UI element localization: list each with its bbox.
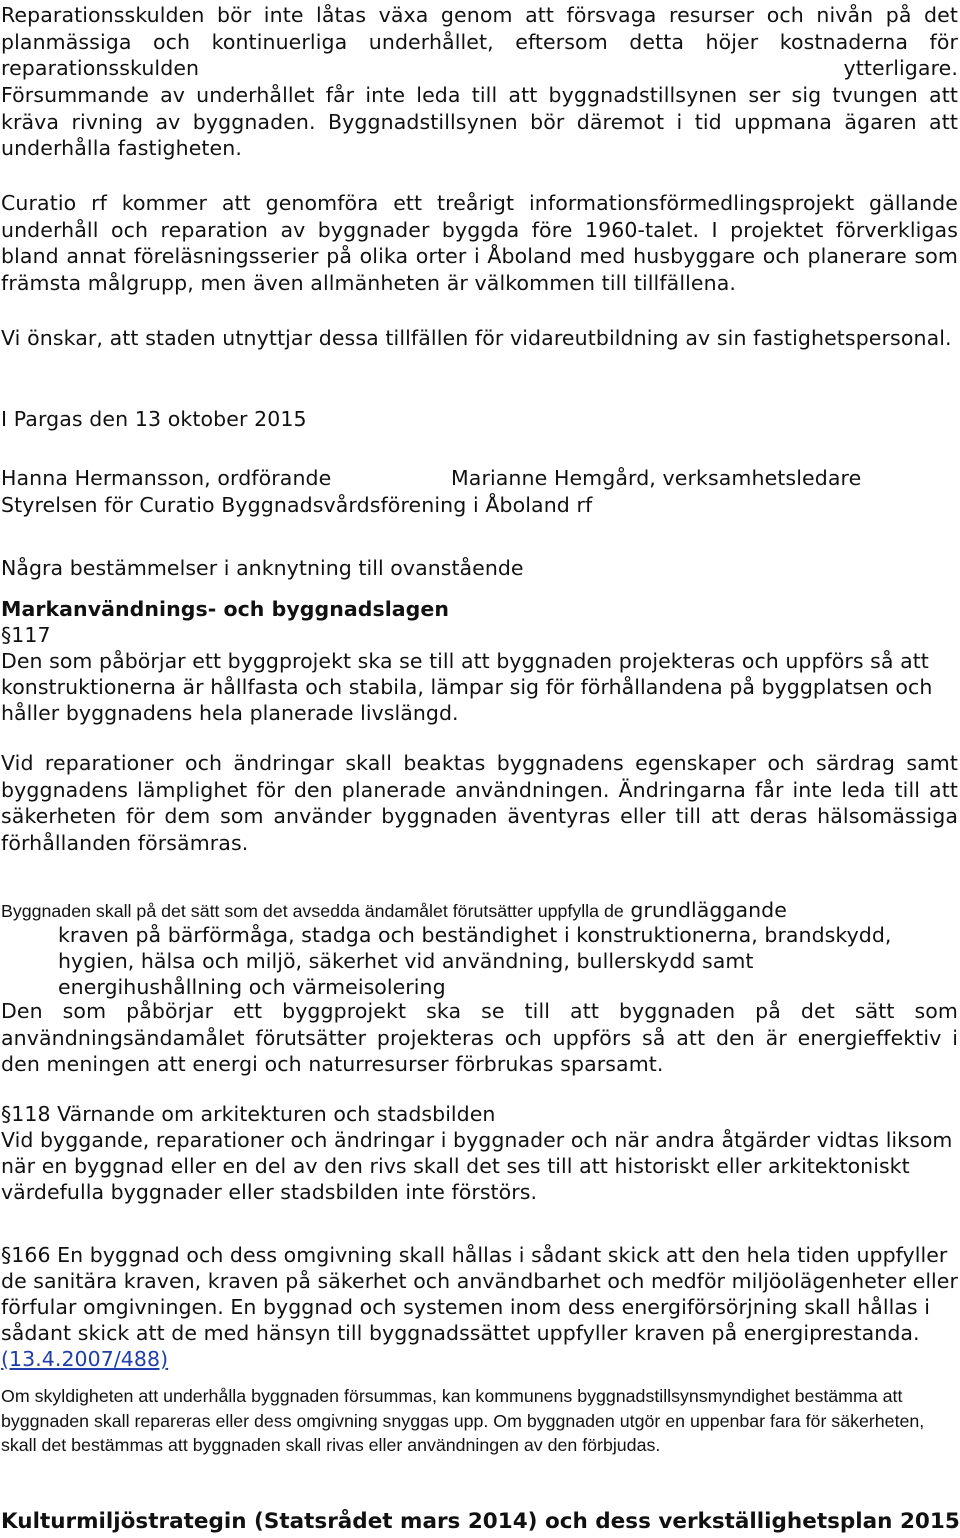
law-title: Markanvändnings- och byggnadslagen [1, 597, 449, 621]
paragraph-curatio-project: Curatio rf kommer att genomföra ett treårigt informationsförmedlingsprojekt gällande underhåll och reparation av byggnader byggda före 1960-talet. I projektet förverkligas bland annat föreläsningsserier på olika orter i Åboland med husbyggare och planerare som främsta målgrupp, men även allmänheten är välkommen till tillfällena. [1, 191, 958, 295]
paragraph-reparationsskuld: Reparationsskulden bör inte låtas växa genom att försvaga resurser och nivån på det planmässiga och kontinuerliga underhållet, eftersom detta höjer kostnaderna för reparationsskulden ytterligare. [1, 3, 958, 81]
law-reference-link[interactable]: (13.4.2007/488) [1, 1347, 169, 1371]
section-117-paragraph-3: Den som påbörjar ett byggprojekt ska se till att byggnaden på det sätt som användningsändamålet förutsätter projekteras och uppförs så att den är energieffektiv i den meningen att energi och naturresurser förbrukas sparsamt. [1, 999, 958, 1077]
section-166-paragraph: §166 En byggnad och dess omgivning skall hållas i sådant skick att den hela tiden uppfyller de sanitära kraven, kraven på säkerhet och användbarhet och medför miljöolägenheter eller förfular omgivningen. En byggnad och systemen inom dess energiförsörjning skall hållas i sådant skick att de med hänsyn till byggnadssättet uppfyller kraven på energiprestanda. (13.4.2007/488) [1, 1243, 958, 1371]
paragraph-request: Vi önskar, att staden utnyttjar dessa tillfällen för vidareutbildning av sin fastighetspersonal. [1, 326, 952, 350]
paragraph-forsummande: Försummande av underhållet får inte leda till att byggnadstillsynen ser sig tvungen att kräva rivning av byggnaden. Byggnadstillsynen bör däremot i tid uppmana ägaren att underhålla fastigheten. [1, 83, 958, 161]
signature-line [1, 465, 958, 492]
signer-chair: Hanna Hermansson, ordförande [1, 466, 332, 490]
signer-manager: Marianne Hemgård, verksamhetsledare [451, 466, 862, 490]
section-118-paragraph: Vid byggande, reparationer och ändringar i byggnader och när andra åtgärder vidtas liksom när en byggnad eller en del av den rivs skall det ses till att historiskt eller arkitektoniskt värdefulla byggnader eller stadsbilden inte förstörs. [1, 1128, 953, 1204]
section-118-heading: §118 Värnande om arkitekturen och stadsbilden [1, 1102, 496, 1126]
section-166-note: Om skyldigheten att underhålla byggnaden försummas, kan kommunens byggnadstillsynsmyndighet bestämma att byggnaden skall repareras eller dess omgivning snyggas upp. Om byggnaden utgör en uppenbar fara för säkerheten, skall det bestämmas att byggnaden skall rivas eller användningen av den förbjudas. [1, 1386, 925, 1455]
section-117-paragraph-2: Vid reparationer och ändringar skall beaktas byggnadens egenskaper och särdrag samt byggnadens lämplighet för den planerade användningen. Ändringarna får inte leda till att säkerheten för dem som använder byggnaden äventyras eller till att deras hälsomässiga förhållanden försämras. [1, 751, 958, 855]
organization-name: Styrelsen för Curatio Byggnadsvårdsförening i Åboland rf [1, 493, 593, 517]
footer-heading: Kulturmiljöstrategin (Statsrådet mars 2014) och dess verkställighetsplan 2015 [1, 1509, 960, 1534]
section-117-indented-requirements: kraven på bärförmåga, stadga och beständighet i konstruktionerna, brandskydd, hygien, hälsa och miljö, säkerhet vid användning, bullerskydd samt energihushållning och värmeisolering [58, 923, 892, 999]
section-117-lead: Byggnaden skall på det sätt som det avsedda ändamålet förutsätter uppfylla de grundläggande [1, 898, 787, 922]
appendix-heading: Några bestämmelser i anknytning till ovanstående [1, 556, 524, 580]
section-117-number: §117 [1, 623, 51, 647]
section-117-paragraph-1: Den som påbörjar ett byggprojekt ska se till att byggnaden projekteras och uppförs så att konstruktionerna är hållfasta och stabila, lämpar sig för förhållandena på byggplatsen och håller byggnadens hela planerade livslängd. [1, 649, 933, 725]
date-line: I Pargas den 13 oktober 2015 [1, 407, 307, 431]
